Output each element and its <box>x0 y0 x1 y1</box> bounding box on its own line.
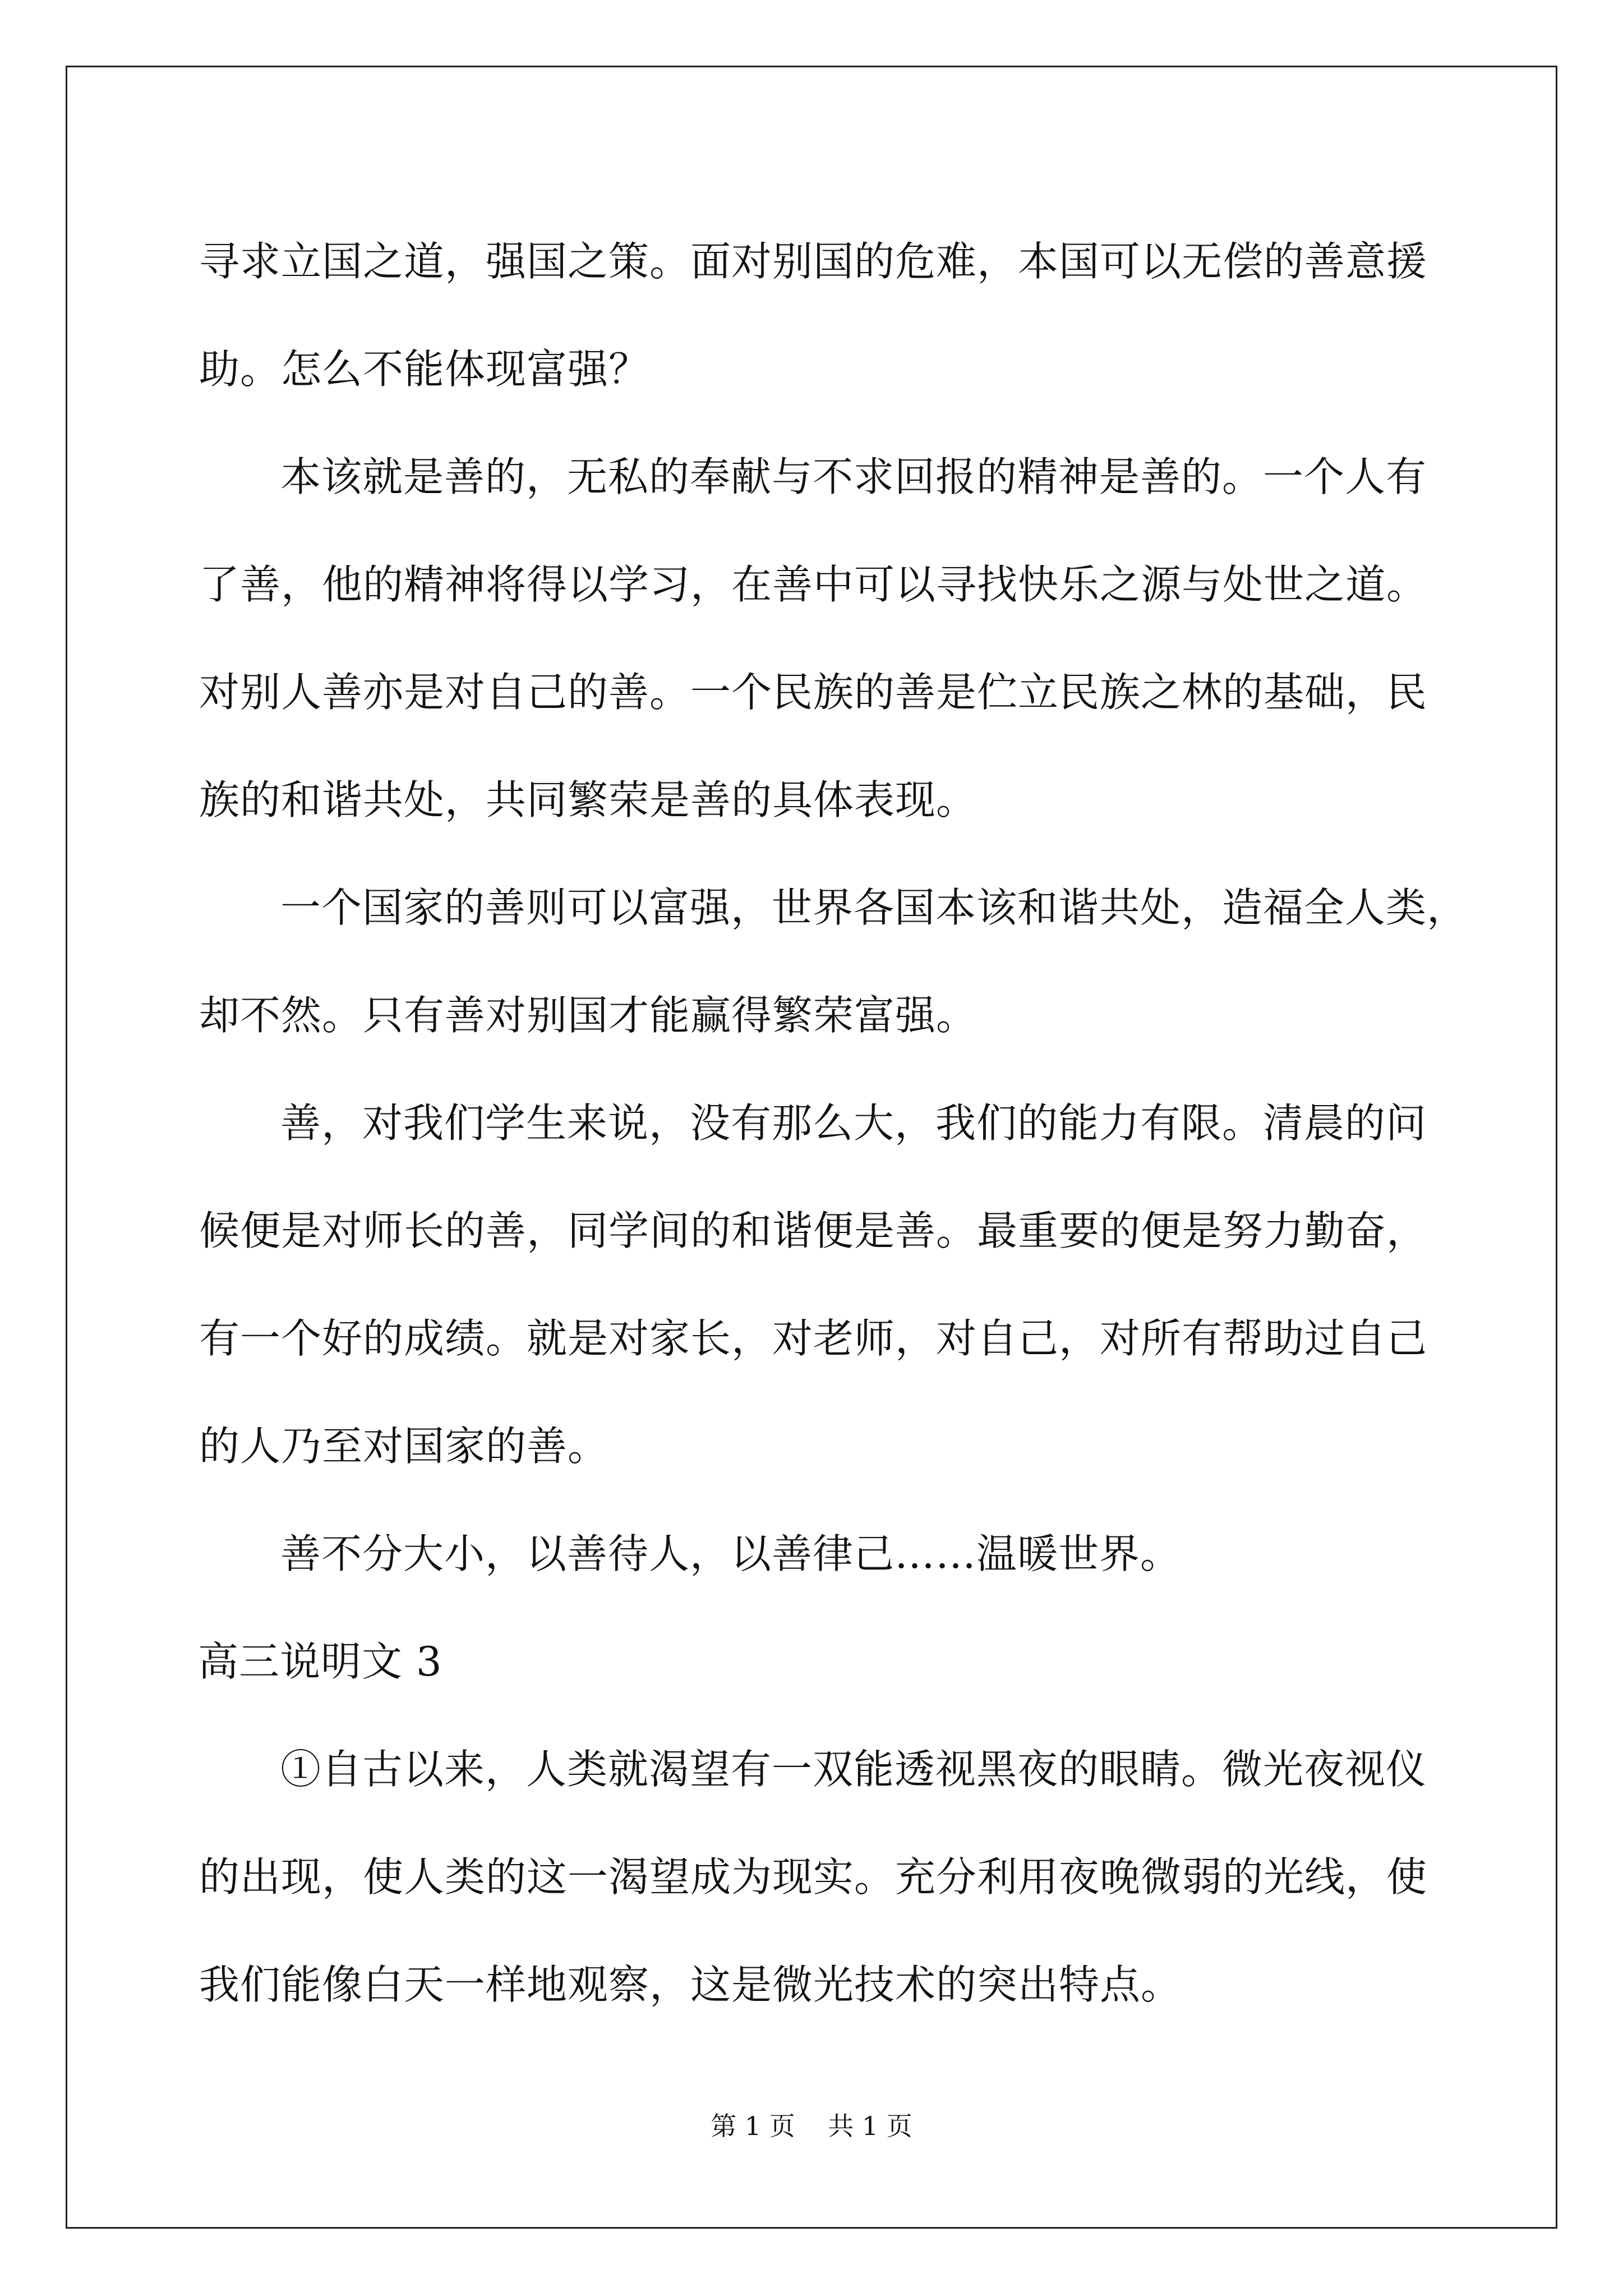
text-line: 有一个好的成绩。就是对家长，对老师，对自己，对所有帮助过自己 <box>199 1315 1428 1362</box>
text-line: 寻求立国之道，强国之策。面对别国的危难，本国可以无偿的善意援 <box>199 238 1428 285</box>
paragraph-start-line: 本该就是善的，无私的奉献与不求回报的精神是善的。一个人有 <box>280 453 1427 500</box>
text-line: 对别人善亦是对自己的善。一个民族的善是伫立民族之林的基础，民 <box>199 669 1428 716</box>
page-number-footer: 第 1 页 共 1 页 <box>711 2111 912 2141</box>
paragraph-start-line: 一个国家的善则可以富强，世界各国本该和谐共处，造福全人类， <box>280 884 1468 931</box>
text-line: 我们能像白天一样地观察，这是微光技术的突出特点。 <box>199 1961 1182 2008</box>
document-body <box>198 208 1468 2039</box>
text-line: 助。怎么不能体现富强？ <box>199 346 650 393</box>
text-line: 族的和谐共处，共同繁荣是善的具体表现。 <box>199 776 978 823</box>
paragraph-start-line: ①自古以来，人类就渴望有一双能透视黑夜的眼睛。微光夜视仪 <box>280 1746 1427 1793</box>
section-heading: 高三说明文 3 <box>198 1638 442 1685</box>
paragraph-start-line: 善，对我们学生来说，没有那么大，我们的能力有限。清晨的问 <box>280 1099 1427 1147</box>
text-line: 的人乃至对国家的善。 <box>199 1423 609 1470</box>
paragraph-start-line: 善不分大小，以善待人，以善律己……温暖世界。 <box>280 1530 1182 1577</box>
text-line: 了善，他的精神将得以学习，在善中可以寻找快乐之源与处世之道。 <box>199 561 1428 608</box>
text-line: 的出现，使人类的这一渴望成为现实。充分利用夜晚微弱的光线，使 <box>199 1853 1428 1901</box>
text-line: 却不然。只有善对别国才能赢得繁荣富强。 <box>199 992 978 1039</box>
text-line: 候便是对师长的善，同学间的和谐便是善。最重要的便是努力勤奋， <box>199 1207 1428 1254</box>
